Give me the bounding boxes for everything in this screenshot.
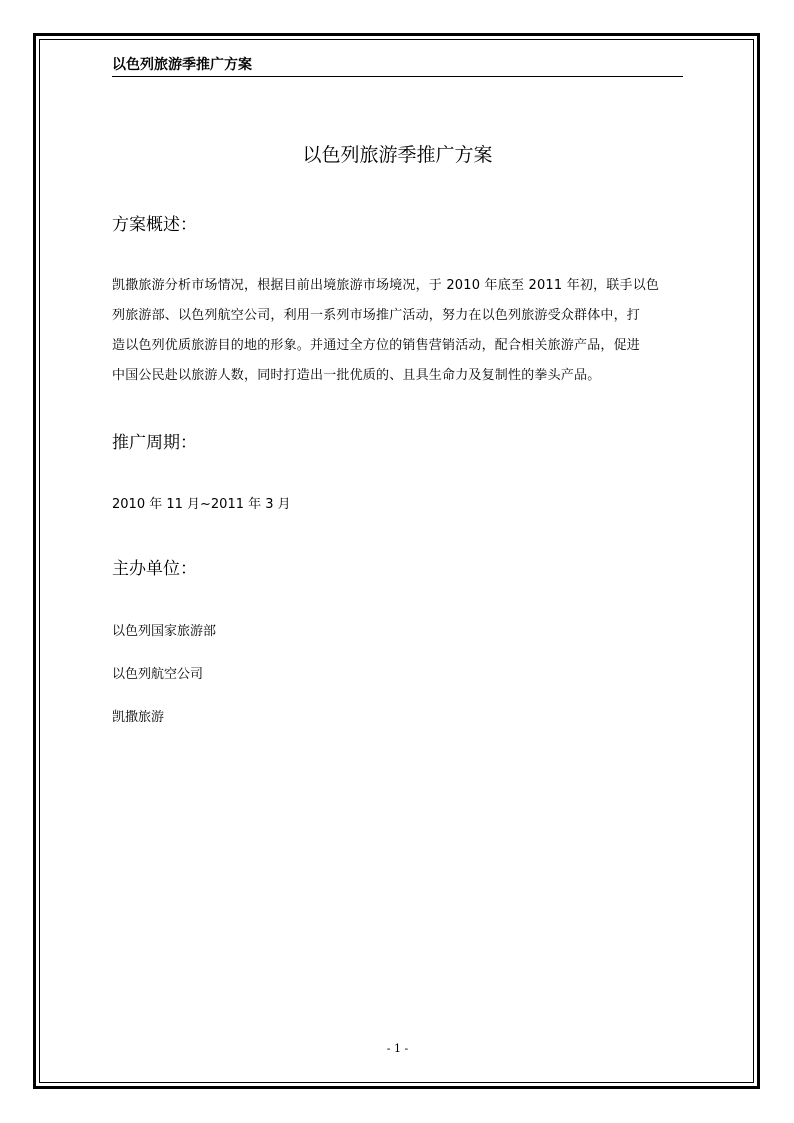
organizer-item: 凯撒旅游 (112, 710, 165, 725)
running-header-title: 以色列旅游季推广方案 (112, 57, 252, 73)
organizers-heading: 主办单位： (112, 559, 197, 579)
organizer-item: 以色列国家旅游部 (112, 624, 217, 639)
overview-line-2: 列旅游部、以色列航空公司，利用一系列市场推广活动，努力在以色列旅游受众群体中，打 (112, 308, 641, 323)
overview-line-4: 中国公民赴以旅游人数，同时打造出一批优质的、且具生命力及复制性的拳头产品。 (112, 368, 601, 383)
overview-line-1: 凯撒旅游分析市场情况，根据目前出境旅游市场境况，于 2010 年底至 2011 年初，联手以色 (112, 278, 660, 293)
document-title: 以色列旅游季推广方案 (302, 144, 493, 166)
overview-line-3: 造以色列优质旅游目的地的形象。并通过全方位的销售营销活动，配合相关旅游产品，促进 (112, 338, 641, 353)
running-header (112, 54, 683, 77)
page-number: - 1 - (386, 1042, 409, 1055)
period-text: 2010 年 11 月~2011 年 3 月 (112, 497, 291, 512)
period-heading: 推广周期： (112, 433, 197, 453)
organizer-item: 以色列航空公司 (112, 667, 204, 682)
overview-heading: 方案概述： (112, 215, 197, 235)
